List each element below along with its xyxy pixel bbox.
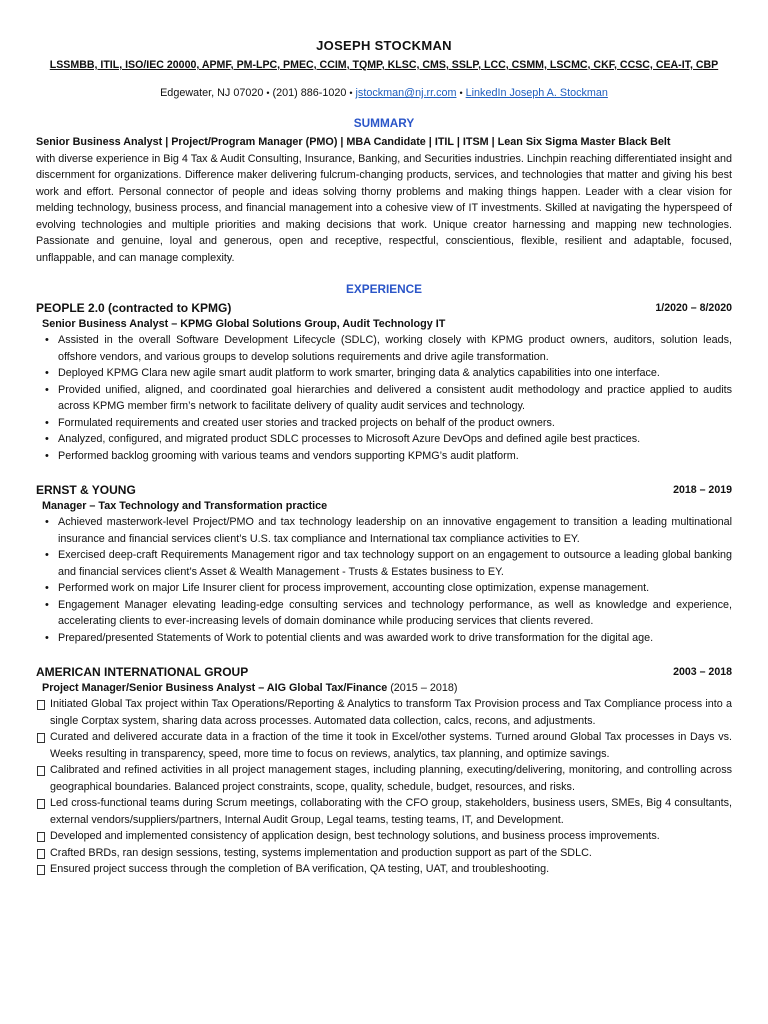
- list-item: Developed and implemented consistency of application design, best technology solutions, and business process improvements.: [36, 828, 732, 845]
- list-item: • Achieved masterwork-level Project/PMO and tax technology leadership on an innovative engagement to transition a leading multinational insurance and financial services client’s U.S. tax compliance and International tax compliance activities to EY.: [36, 514, 732, 547]
- separator-dot: •: [349, 88, 353, 98]
- list-item: • Assisted in the overall Software Development Lifecycle (SDLC), working closely with KPMG product owners, auditors, solution leads, offshore vendors, and various groups to develop solutions requirements and drive agile transformation.: [36, 332, 732, 365]
- separator-dot: •: [459, 88, 463, 98]
- company-name: AMERICAN INTERNATIONAL GROUP: [36, 665, 249, 679]
- candidate-name: JOSEPH STOCKMAN: [316, 38, 452, 53]
- list-item: • Analyzed, configured, and migrated product SDLC processes to Microsoft Azure DevOps and defined agile best practices.: [36, 431, 732, 448]
- email-link[interactable]: jstockman@nj.rr.com: [355, 87, 457, 99]
- company-name: ERNST & YOUNG: [36, 483, 136, 497]
- job-role: Manager – Tax Technology and Transformation practice: [42, 500, 328, 512]
- job-role: Senior Business Analyst – KPMG Global Solutions Group, Audit Technology IT: [42, 318, 446, 330]
- list-item: • Deployed KPMG Clara new agile smart audit platform to work smarter, bringing data & analytics capabilities into one interface.: [36, 365, 732, 382]
- job-role-title: Project Manager/Senior Business Analyst – AIG Global Tax/Finance: [42, 682, 388, 694]
- experience-heading: EXPERIENCE: [345, 282, 423, 296]
- job-header: [36, 482, 732, 498]
- list-item: Crafted BRDs, ran design sessions, testing, systems implementation and production support as part of the SDLC.: [36, 845, 732, 862]
- list-item: • Formulated requirements and created user stories and tracked projects on behalf of the product owners.: [36, 415, 732, 432]
- job-dates: 2003 – 2018: [673, 666, 732, 678]
- job-role: [42, 680, 732, 696]
- list-item: • Performed backlog grooming with various teams and vendors supporting KPMG’s audit platform.: [36, 448, 732, 465]
- summary-heading: SUMMARY: [353, 116, 415, 130]
- resume-header: [36, 38, 732, 100]
- separator-dot: •: [266, 88, 270, 98]
- job-bullets: [36, 696, 732, 878]
- job-dates: 2018 – 2019: [673, 484, 732, 496]
- list-item: Ensured project success through the completion of BA verification, QA testing, UAT, and troubleshooting.: [36, 861, 732, 878]
- list-item: • Prepared/presented Statements of Work to potential clients and was awarded work to drive transformation for the digital age.: [36, 630, 732, 647]
- job-header: [36, 664, 732, 680]
- job-role-dates: (2015 – 2018): [387, 682, 458, 694]
- summary-lead: Senior Business Analyst | Project/Program Manager (PMO) | MBA Candidate | ITIL | ITSM | Lean Six Sigma Master Black Belt: [36, 136, 671, 148]
- linkedin-link[interactable]: LinkedIn Joseph A. Stockman: [465, 87, 608, 99]
- summary-text: with diverse experience in Big 4 Tax & Audit Consulting, Insurance, Banking, and Securities industries. Linchpin reaching differentiated insight and discernment for organizations. Difference maker delivering fulcrum-changing products, services, and technologies that matter and giving his best work and effort. Personal connector of people and ideas solving thorny problems and making things happen. Leader with a clear vision for melding technology, business process, and financial management into a cohesive view of IT investments. Skilled at navigating the hyperspeed of evolving technologies and multiple priorities and making decisions that work. Unique creator harnessing and mapping new technologies. Passionate and genuine, loyal and generous, open and receptive, respectful, conscientious, flexible, resilient and adaptable, focused, unflappable, and can manage complexity.: [36, 152, 732, 264]
- job-header: [36, 300, 732, 316]
- contact-line: [36, 86, 732, 100]
- list-item: Curated and delivered accurate data in a fraction of the time it took in Excel/other systems. Turned around Global Tax processes in Days vs. Weeks resulting in transparency, speed, more time to focus on reviews, analytics, tax planning, and optimize savings.: [36, 729, 732, 762]
- list-item: • Provided unified, aligned, and coordinated goal hierarchies and delivered a consistent audit methodology and practice applied to audits across KPMG member firm’s network to facilitate delivery of quality audit services and technology.: [36, 382, 732, 415]
- job-bullets: [36, 332, 732, 464]
- list-item: Led cross-functional teams during Scrum meetings, collaborating with the CFO group, stakeholders, business users, SMEs, Big 4 consultants, external vendors/suppliers/partners, Internal Audit Group, Legal teams, testing teams, IT, and Development.: [36, 795, 732, 828]
- list-item: Initiated Global Tax project within Tax Operations/Reporting & Analytics to transform Tax Provision process and Tax Compliance process into a single Corptax system, sharing data across processes. Automated data collection, calcs, recons, and adjustments.: [36, 696, 732, 729]
- phone-text: (201) 886-1020: [272, 87, 347, 99]
- job-entry: [36, 300, 732, 464]
- job-bullets: [36, 514, 732, 646]
- list-item: • Engagement Manager elevating leading-edge consulting services and technology performance, as well as knowledge and experience, accelerating clients to ever-increasing levels of domain dominance while producing services that clients revered.: [36, 597, 732, 630]
- location-text: Edgewater, NJ 07020: [160, 87, 264, 99]
- job-entry: [36, 482, 732, 646]
- company-name: PEOPLE 2.0 (contracted to KPMG): [36, 301, 232, 315]
- job-entry: [36, 664, 732, 878]
- list-item: • Performed work on major Life Insurer client for process improvement, accounting close optimization, expense management.: [36, 580, 732, 597]
- list-item: Calibrated and refined activities in all project management stages, including planning, executing/delivering, monitoring, and controlling across geographical boundaries. Balanced project constraints, scope, quality, schedule, budget, resources, and risks.: [36, 762, 732, 795]
- list-item: • Exercised deep-craft Requirements Management rigor and tax technology support on an engagement to outsource a leading global banking and financial services client’s Asset & Wealth Management - Trusts & Estates business to EY.: [36, 547, 732, 580]
- credentials-line: LSSMBB, ITIL, ISO/IEC 20000, APMF, PM-LPC, PMEC, CCIM, TQMP, KLSC, CMS, SSLP, LCC, CSMM, LSCMC, CKF, CCSC, CEA-IT, CBP: [49, 59, 719, 71]
- job-dates: 1/2020 – 8/2020: [655, 302, 732, 314]
